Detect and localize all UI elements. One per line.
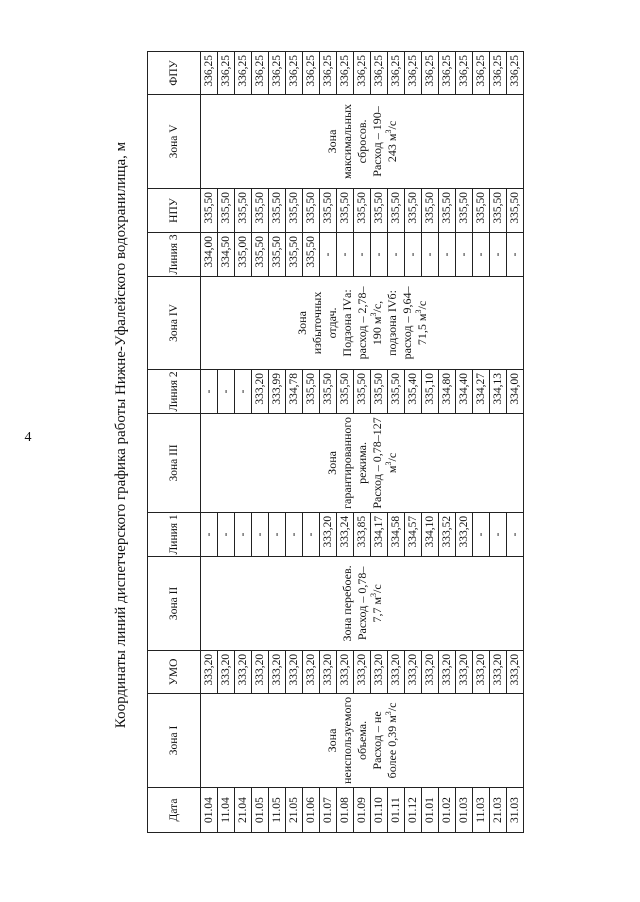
line-2-cell: 335,50: [388, 369, 405, 413]
line-2-cell: -: [201, 369, 218, 413]
date-cell: 01.05: [252, 788, 269, 833]
line-1-cell: 333,20: [320, 512, 337, 556]
fpu-cell: 336,25: [473, 51, 490, 94]
line-2-cell: 333,20: [252, 369, 269, 413]
line-1-cell: -: [303, 512, 320, 556]
line-3-cell: -: [320, 232, 337, 276]
line-1-cell: -: [490, 512, 507, 556]
column-header-zone-3: Зона III: [148, 413, 201, 512]
column-header-zone-5: Зона V: [148, 94, 201, 188]
line-3-cell: 334,00: [201, 232, 218, 276]
npu-cell: 335,50: [422, 188, 439, 232]
table-body: [201, 51, 524, 832]
line-1-cell: 333,52: [439, 512, 456, 556]
umo-cell: 333,20: [388, 650, 405, 693]
line-3-cell: -: [388, 232, 405, 276]
umo-cell: 333,20: [371, 650, 388, 693]
date-cell: 11.05: [269, 788, 286, 833]
zone-flow-unit-exp: 3: [368, 592, 378, 597]
date-cell: 21.03: [490, 788, 507, 833]
line-1-cell: -: [269, 512, 286, 556]
line-2-cell: 335,50: [303, 369, 320, 413]
npu-cell: 335,50: [201, 188, 218, 232]
umo-cell: 333,20: [320, 650, 337, 693]
line-1-cell: 333,20: [456, 512, 473, 556]
line-3-cell: 335,50: [303, 232, 320, 276]
zone-flow-unit-exp: 3: [383, 461, 393, 466]
date-cell: 11.04: [218, 788, 235, 833]
date-cell: 01.08: [337, 788, 354, 833]
line-2-cell: 335,40: [405, 369, 422, 413]
date-cell: 21.05: [286, 788, 303, 833]
zone-flow-text: Расход – 0,78–127 м: [369, 417, 399, 509]
line-2-cell: 334,27: [473, 369, 490, 413]
subzone-a-unit-tail: /с,: [369, 300, 384, 313]
line-3-cell: -: [507, 232, 524, 276]
fpu-cell: 336,25: [286, 51, 303, 94]
line-1-cell: -: [218, 512, 235, 556]
umo-cell: 333,20: [422, 650, 439, 693]
zone-cell-z2: [201, 556, 524, 650]
line-2-cell: 333,99: [269, 369, 286, 413]
line-2-cell: 334,00: [507, 369, 524, 413]
line-2-cell: 334,78: [286, 369, 303, 413]
line-3-cell: -: [354, 232, 371, 276]
date-cell: 01.09: [354, 788, 371, 833]
page-number: 4: [24, 430, 32, 445]
npu-cell: 335,50: [303, 188, 320, 232]
fpu-cell: 336,25: [235, 51, 252, 94]
zone-flow-text: Расход – не более 0,39 м: [369, 711, 399, 779]
zone-name: Зона неиспользуемого объема.: [324, 696, 369, 784]
line-2-cell: 335,10: [422, 369, 439, 413]
fpu-cell: 336,25: [303, 51, 320, 94]
subzone-b-unit-exp: 3: [413, 309, 423, 314]
npu-cell: 335,50: [473, 188, 490, 232]
line-3-cell: -: [473, 232, 490, 276]
line-3-cell: -: [405, 232, 422, 276]
line-1-cell: -: [507, 512, 524, 556]
line-3-cell: 335,50: [286, 232, 303, 276]
npu-cell: 335,50: [354, 188, 371, 232]
npu-cell: 335,50: [507, 188, 524, 232]
line-2-cell: -: [218, 369, 235, 413]
npu-cell: 335,50: [269, 188, 286, 232]
npu-cell: 335,50: [371, 188, 388, 232]
subzone-b-text: подзона IVб: расход – 9,64–71,5 м: [384, 286, 429, 360]
npu-cell: 335,50: [218, 188, 235, 232]
fpu-cell: 336,25: [507, 51, 524, 94]
line-3-cell: 334,50: [218, 232, 235, 276]
npu-cell: 335,50: [388, 188, 405, 232]
zone-cell-z4: [201, 276, 524, 369]
date-cell: 11.03: [473, 788, 490, 833]
fpu-cell: 336,25: [388, 51, 405, 94]
line-1-cell: 334,57: [405, 512, 422, 556]
zone-cell-z5: [201, 94, 524, 188]
line-1-cell: -: [286, 512, 303, 556]
column-header-zone-1: Зона I: [148, 693, 201, 787]
column-header-zone-4: Зона IV: [148, 276, 201, 369]
umo-cell: 333,20: [303, 650, 320, 693]
line-2-cell: 335,50: [320, 369, 337, 413]
date-cell: 01.07: [320, 788, 337, 833]
zone-flow-unit-tail: /с: [384, 452, 399, 462]
line-1-cell: -: [235, 512, 252, 556]
fpu-cell: 336,25: [439, 51, 456, 94]
line-3-cell: 335,50: [252, 232, 269, 276]
fpu-cell: 336,25: [252, 51, 269, 94]
zone-flow-text: Расход – 0,78–7,7 м: [354, 566, 384, 641]
umo-cell: 333,20: [490, 650, 507, 693]
umo-cell: 333,20: [473, 650, 490, 693]
umo-cell: 333,20: [235, 650, 252, 693]
subzone-a-unit-exp: 3: [368, 312, 378, 317]
npu-cell: 335,50: [439, 188, 456, 232]
line-2-cell: 335,50: [371, 369, 388, 413]
date-cell: 01.04: [201, 788, 218, 833]
umo-cell: 333,20: [456, 650, 473, 693]
column-header-npu: НПУ: [148, 188, 201, 232]
date-cell: 01.10: [371, 788, 388, 833]
line-3-cell: -: [439, 232, 456, 276]
date-cell: 01.02: [439, 788, 456, 833]
fpu-cell: 336,25: [371, 51, 388, 94]
line-3-cell: -: [490, 232, 507, 276]
line-1-cell: -: [252, 512, 269, 556]
fpu-cell: 336,25: [422, 51, 439, 94]
line-3-cell: 335,00: [235, 232, 252, 276]
column-header-date: Дата: [148, 788, 201, 833]
umo-cell: 333,20: [354, 650, 371, 693]
umo-cell: 333,20: [252, 650, 269, 693]
zone-name: Зона гарантированного режима.: [324, 416, 369, 509]
umo-cell: 333,20: [337, 650, 354, 693]
npu-cell: 335,50: [456, 188, 473, 232]
zone-flow-unit-tail: /с: [384, 702, 399, 712]
umo-cell: 333,20: [405, 650, 422, 693]
line-2-cell: 335,50: [354, 369, 371, 413]
column-header-umo: УМО: [148, 650, 201, 693]
table-row: [201, 51, 218, 832]
column-header-zone-2: Зона II: [148, 556, 201, 650]
line-3-cell: -: [422, 232, 439, 276]
npu-cell: 335,50: [286, 188, 303, 232]
npu-cell: 335,50: [320, 188, 337, 232]
date-cell: 01.03: [456, 788, 473, 833]
dispatch-schedule-table: [147, 51, 524, 833]
umo-cell: 333,20: [218, 650, 235, 693]
zone-name: Зона избыточных отдач.: [294, 291, 339, 355]
line-2-cell: 335,50: [337, 369, 354, 413]
line-2-cell: 334,13: [490, 369, 507, 413]
date-cell: 31.03: [507, 788, 524, 833]
document-title: Координаты линий диспетчерского графика работы Нижне-Уфалейского водохранилища, м: [113, 141, 129, 729]
table-header-row: [148, 51, 201, 832]
umo-cell: 333,20: [286, 650, 303, 693]
zone-flow-unit-tail: /с: [384, 120, 399, 130]
column-header-line-1: Линия 1: [148, 512, 201, 556]
column-header-line-2: Линия 2: [148, 369, 201, 413]
zone-flow-unit-exp: 3: [383, 711, 393, 716]
date-cell: 01.06: [303, 788, 320, 833]
fpu-cell: 336,25: [354, 51, 371, 94]
npu-cell: 335,50: [405, 188, 422, 232]
zone-cell-z1: [201, 693, 524, 787]
column-header-line-3: Линия 3: [148, 232, 201, 276]
line-3-cell: 335,50: [269, 232, 286, 276]
date-cell: 01.01: [422, 788, 439, 833]
fpu-cell: 336,25: [320, 51, 337, 94]
fpu-cell: 336,25: [269, 51, 286, 94]
date-cell: 01.11: [388, 788, 405, 833]
fpu-cell: 336,25: [218, 51, 235, 94]
zone-name: Зона перебоев.: [339, 565, 354, 642]
zone-cell-z3: [201, 413, 524, 512]
zone-flow-unit-tail: /с: [369, 584, 384, 593]
date-cell: 01.12: [405, 788, 422, 833]
npu-cell: 335,50: [235, 188, 252, 232]
fpu-cell: 336,25: [456, 51, 473, 94]
umo-cell: 333,20: [269, 650, 286, 693]
subzone-b-unit-tail: /с: [414, 300, 429, 310]
umo-cell: 333,20: [201, 650, 218, 693]
fpu-cell: 336,25: [201, 51, 218, 94]
column-header-fpu: ФПУ: [148, 51, 201, 94]
line-1-cell: 334,10: [422, 512, 439, 556]
line-2-cell: -: [235, 369, 252, 413]
line-3-cell: -: [456, 232, 473, 276]
npu-cell: 335,50: [337, 188, 354, 232]
zone-name: Зона максимальных сбросов.: [324, 103, 369, 179]
fpu-cell: 336,25: [490, 51, 507, 94]
line-1-cell: 333,85: [354, 512, 371, 556]
npu-cell: 335,50: [490, 188, 507, 232]
line-3-cell: -: [371, 232, 388, 276]
line-2-cell: 334,80: [439, 369, 456, 413]
line-3-cell: -: [337, 232, 354, 276]
line-1-cell: -: [473, 512, 490, 556]
fpu-cell: 336,25: [405, 51, 422, 94]
npu-cell: 335,50: [252, 188, 269, 232]
fpu-cell: 336,25: [337, 51, 354, 94]
line-2-cell: 334,40: [456, 369, 473, 413]
umo-cell: 333,20: [507, 650, 524, 693]
line-1-cell: 334,17: [371, 512, 388, 556]
date-cell: 21.04: [235, 788, 252, 833]
rotated-page-content: [107, 37, 521, 833]
subzone-a-text: Подзона IVа: расход – 2,78–190 м: [339, 286, 384, 360]
zone-flow-unit-exp: 3: [383, 129, 393, 134]
umo-cell: 333,20: [439, 650, 456, 693]
zone-flow-text: Расход – 190–243 м: [369, 106, 399, 177]
line-1-cell: 334,58: [388, 512, 405, 556]
line-1-cell: 333,24: [337, 512, 354, 556]
line-1-cell: -: [201, 512, 218, 556]
